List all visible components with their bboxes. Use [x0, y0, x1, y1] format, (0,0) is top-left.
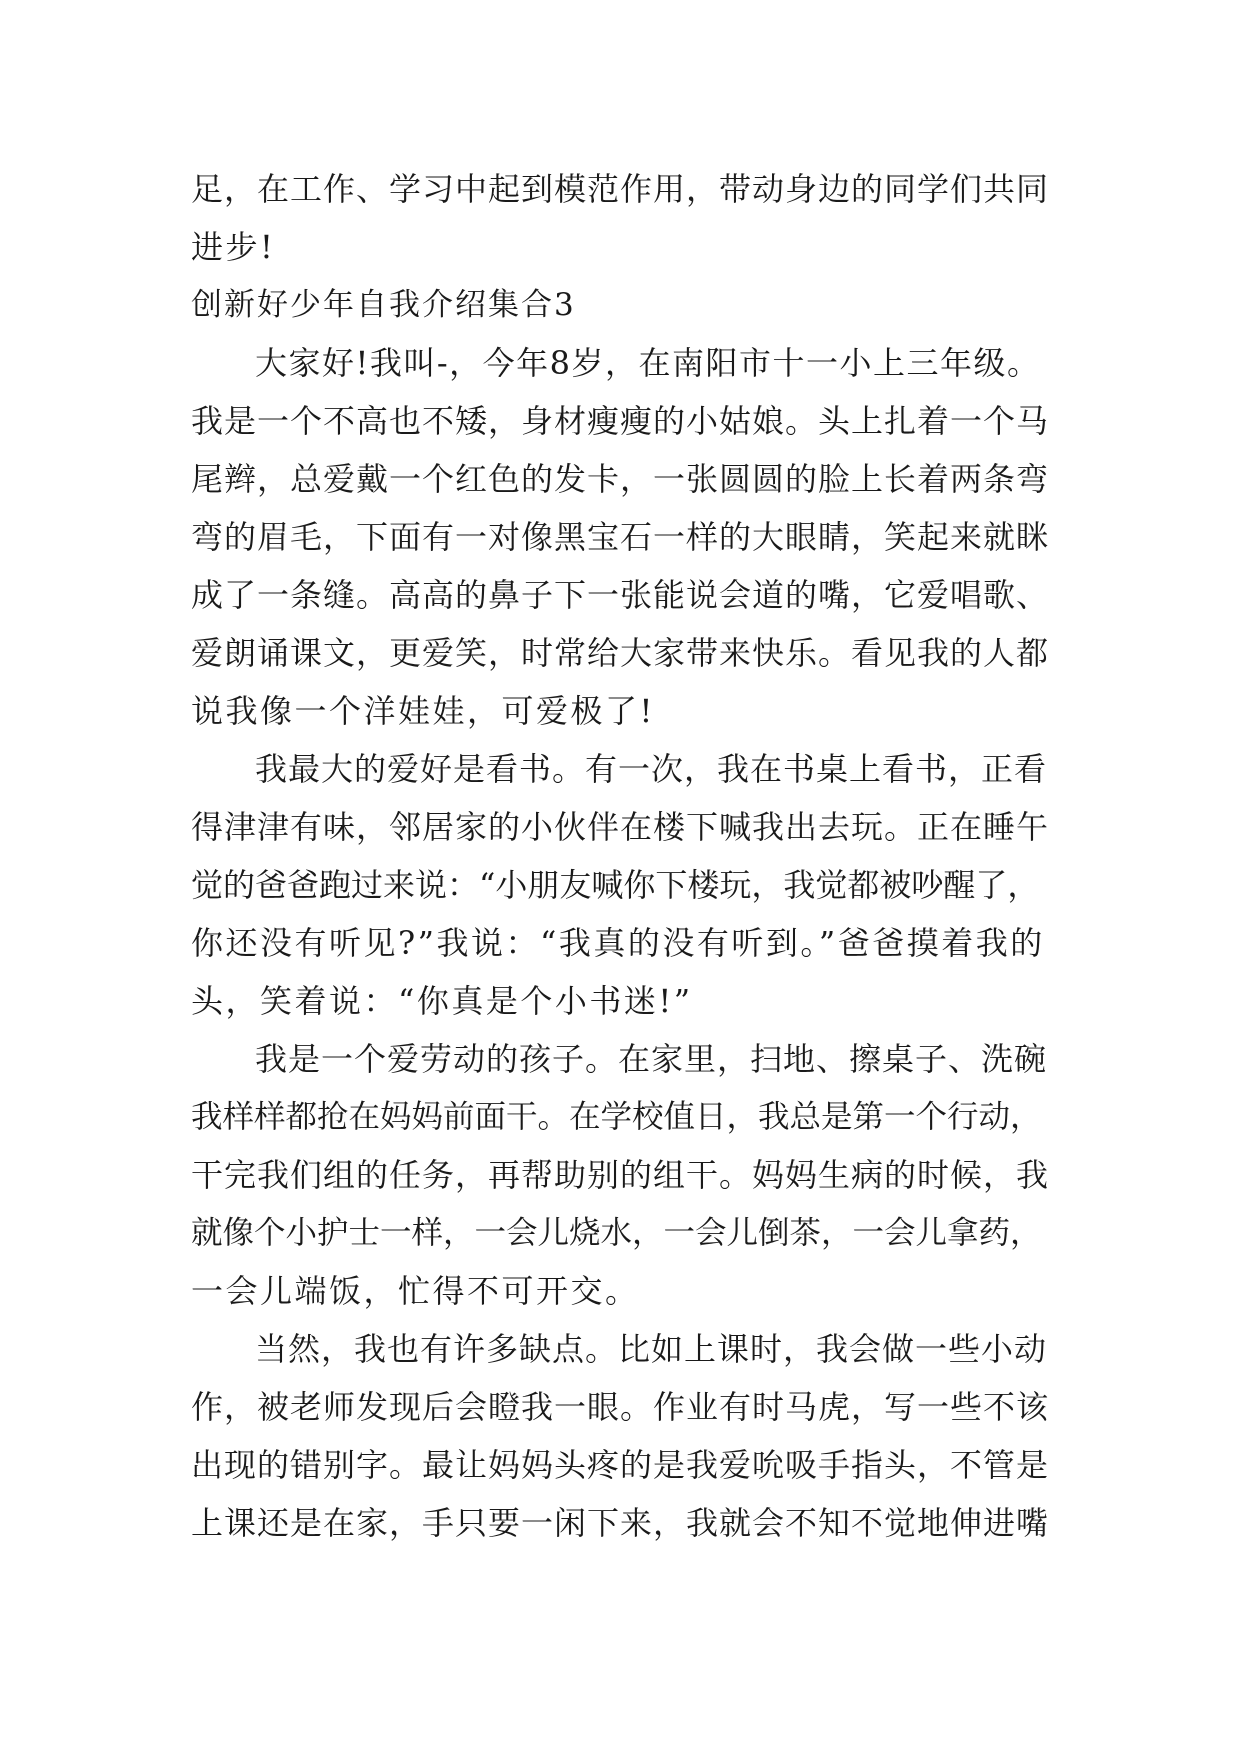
text-line: 作，被老师发现后会瞪我一眼。作业有时马虎，写一些不该: [191, 1388, 1050, 1426]
text-line: 我样样都抢在妈妈前面干。在学校值日，我总是第一个行动，: [191, 1099, 1042, 1135]
section-heading: 创新好少年自我介绍集合3: [191, 287, 576, 323]
text-line: 尾辫，总爱戴一个红色的发卡，一张圆圆的脸上长着两条弯: [191, 460, 1050, 498]
text-line: 觉的爸爸跑过来说：“小朋友喊你下楼玩，我觉都被吵醒了，: [191, 866, 1040, 904]
text-line: 上课还是在家，手只要一闲下来，我就会不知不觉地伸进嘴: [191, 1504, 1050, 1542]
text-line: 弯的眉毛，下面有一对像黑宝石一样的大眼睛，笑起来就眯: [191, 518, 1050, 556]
text-line: 足，在工作、学习中起到模范作用，带动身边的同学们共同: [191, 170, 1050, 208]
paragraph-first-line: 我最大的爱好是看书。有一次，我在书桌上看书，正看: [255, 750, 1048, 788]
text-line: 头，笑着说：“你真是个小书迷!”: [191, 982, 693, 1020]
text-line: 我是一个不高也不矮，身材瘦瘦的小姑娘。头上扎着一个马: [191, 402, 1050, 440]
text-line: 你还没有听见?”我说：“我真的没有听到。”爸爸摸着我的: [191, 924, 1045, 962]
text-line: 说我像一个洋娃娃，可爱极了!: [191, 692, 655, 730]
text-line: 进步!: [191, 228, 276, 266]
text-line: 一会儿端饭，忙得不可开交。: [191, 1272, 640, 1310]
text-line: 爱朗诵课文，更爱笑，时常给大家带来快乐。看见我的人都: [191, 634, 1050, 672]
text-line: 得津津有味，邻居家的小伙伴在楼下喊我出去玩。正在睡午: [191, 808, 1050, 846]
paragraph-first-line: 我是一个爱劳动的孩子。在家里，扫地、擦桌子、洗碗: [255, 1040, 1048, 1078]
paragraph-first-line: 当然，我也有许多缺点。比如上课时，我会做一些小动: [255, 1330, 1048, 1368]
document-body: [191, 160, 1051, 1552]
text-line: 干完我们组的任务，再帮助别的组干。妈妈生病的时候，我: [191, 1156, 1050, 1194]
text-line: 成了一条缝。高高的鼻子下一张能说会道的嘴，它爱唱歌、: [191, 576, 1050, 614]
text-line: 就像个小护士一样，一会儿烧水，一会儿倒茶，一会儿拿药，: [191, 1215, 1042, 1251]
text-line: 出现的错别字。最让妈妈头疼的是我爱吮吸手指头，不管是: [191, 1446, 1050, 1484]
paragraph-first-line: 大家好!我叫-，今年8岁，在南阳市十一小上三年级。: [255, 344, 1041, 382]
